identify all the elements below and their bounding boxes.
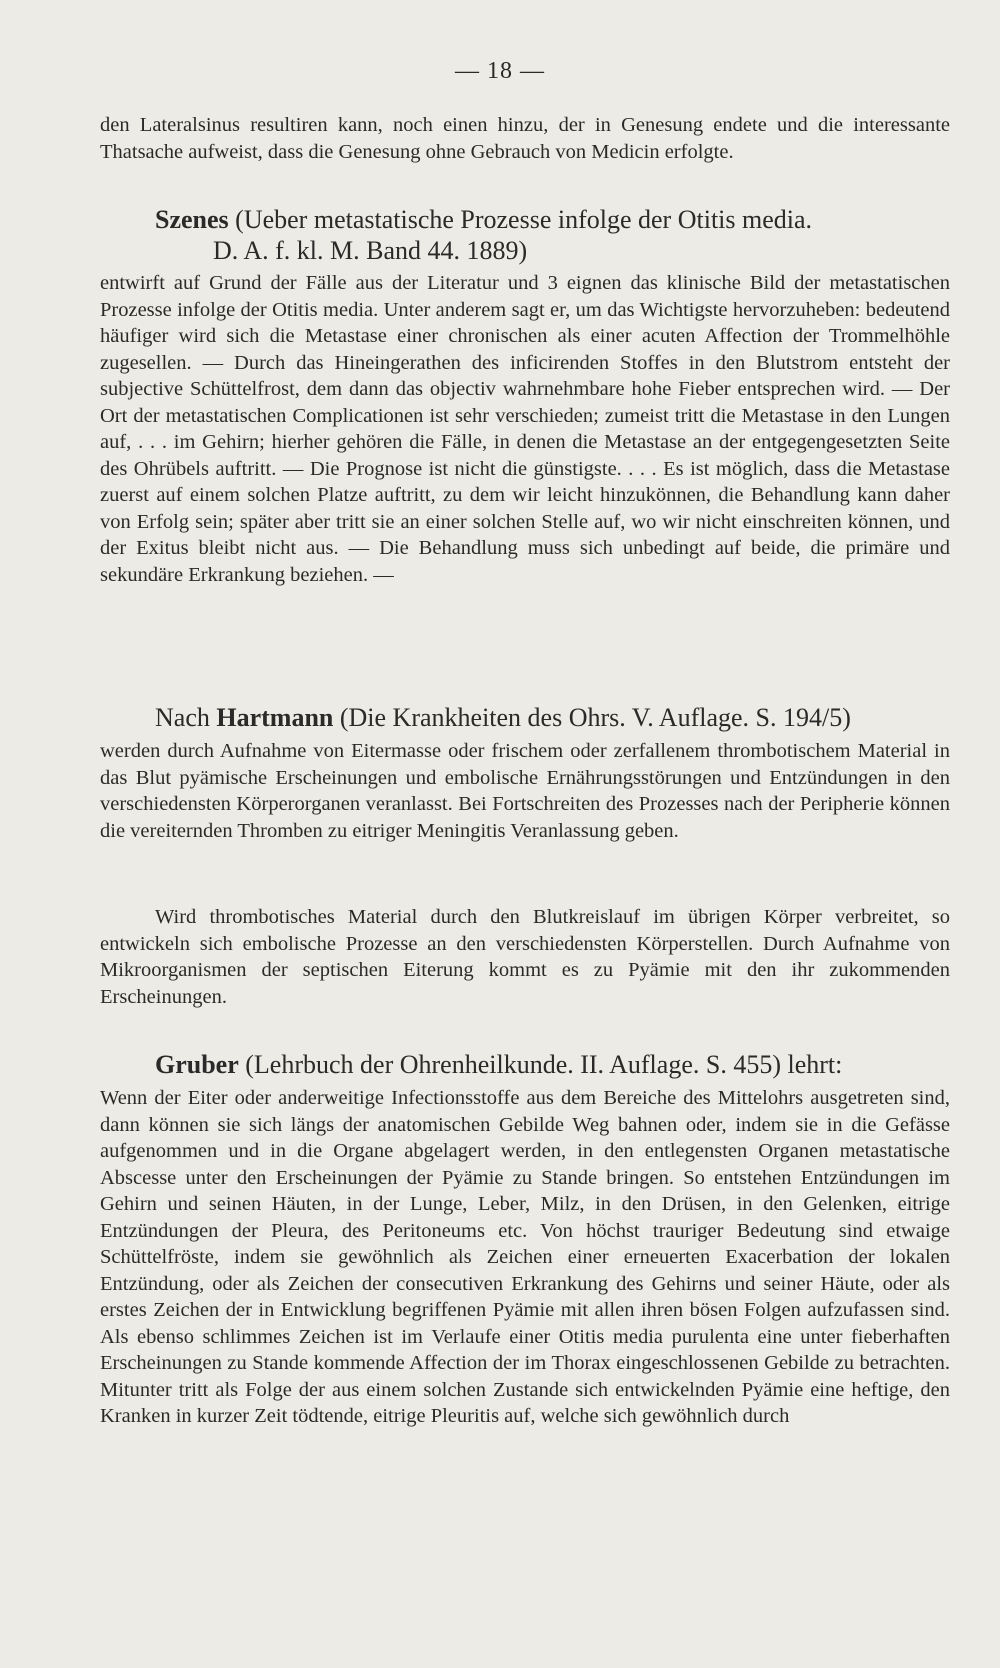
author-name-szenes: Szenes — [155, 205, 229, 234]
szenes-paragraph: entwirft auf Grund der Fälle aus der Literatur und 3 eignen das klinische Bild der metastatischen Prozesse infolge der Otitis media. Unter anderem sagt er, um das Wichtigste hervorzuheben: bedeutend häufiger wird sich die Metastase einer chronischen als einer acuten Affection der Trommelhöhle zugesellen. — Durch das Hineingerathen des inficirenden Stoffes in den Blutstrom entsteht der subjective Schüttelfrost, dem dann das objectiv wahrnehmbare hohe Fieber entsprechen wird. — Der Ort der metastatischen Complicationen ist sehr verschieden; zumeist tritt die Metastase in den Lungen auf, . . . im Gehirn; hierher gehören die Fälle, in denen die Metastase an der entgegengesetzten Seite des Ohrübels auftritt. — Die Prognose ist nicht die günstigste. . . . Es ist möglich, dass die Metastase zuerst auf einem solchen Platze auftritt, zu dem wir leicht hinzukönnen, die Behandlung kann daher von Erfolg sein; später aber tritt sie an einer solchen Stelle auf, wo wir nicht einschreiten können, und der Exitus bleibt nicht aus. — Die Behandlung muss sich unbedingt auf beide, die primäre und sekundäre Erkrankung beziehen. — — [100, 272, 950, 586]
author-name-gruber: Gruber — [155, 1050, 239, 1079]
gruber-heading — [155, 1050, 842, 1080]
szenes-reference-line1: (Ueber metastatische Prozesse infolge der Otitis media. — [228, 205, 813, 234]
hartmann-reference: (Die Krankheiten des Ohrs. V. Auflage. S. 194/5) — [333, 703, 851, 732]
szenes-reference-line2: D. A. f. kl. M. Band 44. 1889) — [213, 236, 528, 265]
szenes-heading — [155, 205, 812, 235]
hartmann-paragraph-2: Wird thrombotisches Material durch den Blutkreislauf im übrigen Körper verbreitet, so entwickeln sich embolische Prozesse an den verschiedensten Körperstellen. Durch Aufnahme von Mikroorganismen der septischen Eiterung kommt es zu Pyämie mit den ihr zukommenden Erscheinungen. — [100, 906, 950, 1008]
hartmann-paragraph-1: werden durch Aufnahme von Eitermasse oder frischem oder zerfallenem thrombotischem Material in das Blut pyämische Erscheinungen und embolische Ernährungsstörungen und Entzündungen in den verschiedensten Körperorganen veranlasst. Bei Fortschreiten des Prozesses nach der Peripherie können die vereiternden Thromben zu eitriger Meningitis Veranlassung geben. — [100, 740, 950, 842]
page-number: — 18 — — [455, 58, 545, 84]
gruber-paragraph: Wenn der Eiter oder anderweitige Infectionsstoffe aus dem Bereiche des Mittelohrs ausgetreten sind, dann können sie sich längs der anatomischen Gebilde Weg bahnen oder, indem sie in die Gefässe aufgenommen und in die Organe abgelagert werden, in den entlegensten Organen metastatische Abscesse unter den Erscheinungen der Pyämie zu Stande bringen. So entstehen Entzündungen im Gehirn und seinen Häuten, in der Lunge, Leber, Milz, in den Drüsen, in den Gelenken, eitrige Entzündungen der Pleura, des Peritoneums etc. Von höchst trauriger Bedeutung sind etwaige Schüttelfröste, indem sie gewöhnlich als Zeichen einer erneuerten Exacerbation der lokalen Entzündung, oder als Zeichen der consecutiven Erkrankung des Gehirns und seiner Häute, oder als erstes Zeichen der in Entwicklung begriffenen Pyämie mit allen ihren bösen Folgen aufzufassen sind. Als ebenso schlimmes Zeichen ist im Verlaufe einer Otitis media purulenta eine unter fieberhaften Erscheinungen zu Stande kommende Affection der im Thorax eingeschlossenen Gebilde zu betrachten. Mitunter tritt als Folge der aus einem solchen Zustande sich entwickelnden Pyämie eine heftige, den Kranken in kurzer Zeit tödtende, eitrige Pleuritis auf, welche sich gewöhnlich durch — [100, 1087, 950, 1427]
intro-paragraph: den Lateralsinus resultiren kann, noch einen hinzu, der in Genesung endete und die interessante Thatsache aufweist, dass die Genesung ohne Gebrauch von Medicin erfolgte. — [100, 114, 950, 163]
author-name-hartmann: Hartmann — [216, 703, 334, 732]
hartmann-heading — [155, 703, 851, 733]
hartmann-prefix: Nach — [155, 703, 217, 732]
gruber-reference: (Lehrbuch der Ohrenheilkunde. II. Auflage. S. 455) lehrt: — [238, 1050, 843, 1079]
